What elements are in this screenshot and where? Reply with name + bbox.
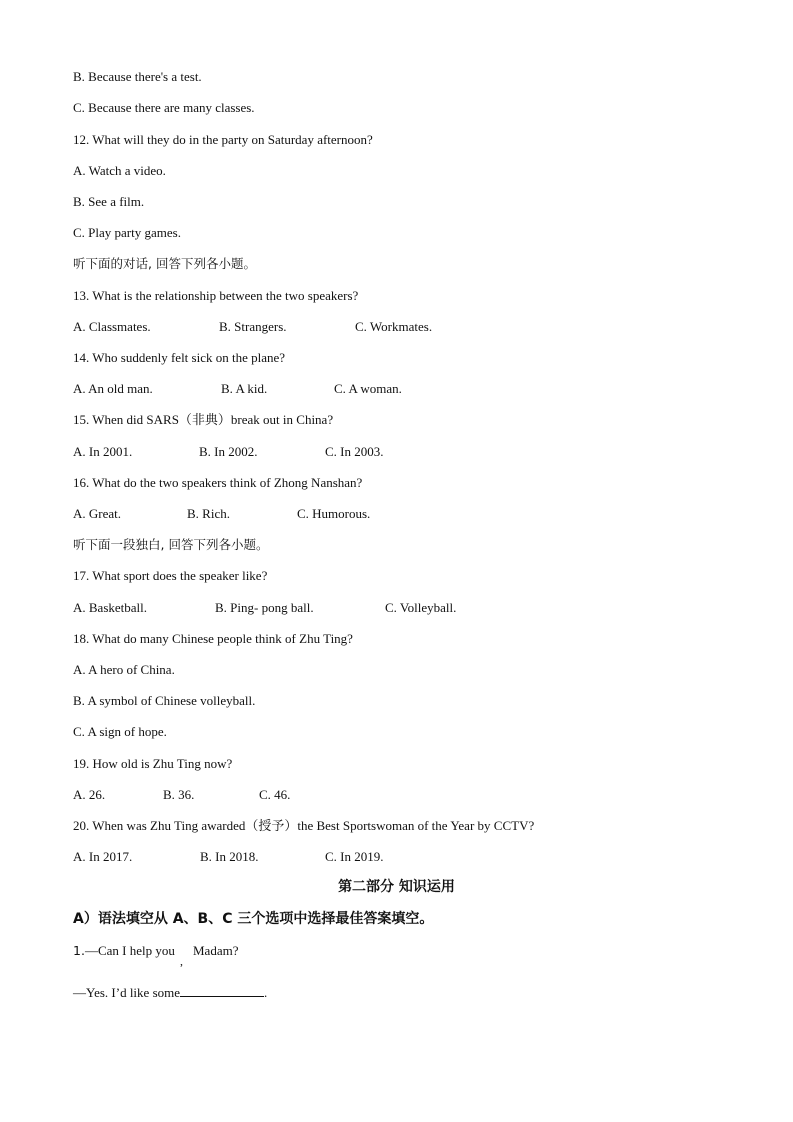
q18-option-b: B. A symbol of Chinese volleyball. xyxy=(73,693,256,708)
q15-option-a: A. In 2001. xyxy=(73,444,133,459)
q20-option-a: A. In 2017. xyxy=(73,849,133,864)
q16-option-b: B. Rich. xyxy=(187,506,230,521)
q12-option-a: A. Watch a video. xyxy=(73,163,166,178)
q16-option-c: C. Humorous. xyxy=(297,506,371,521)
grammar-q1-line1-after: Madam? xyxy=(193,943,239,958)
q20-option-c: C. In 2019. xyxy=(325,849,384,864)
q13-option-c: C. Workmates. xyxy=(355,319,433,334)
q17-option-b: B. Ping- pong ball. xyxy=(215,600,314,615)
q19-option-c: C. 46. xyxy=(259,787,291,802)
grammar-q1-line1 xyxy=(73,943,175,959)
monologue-instruction: 听下面一段独白, 回答下列各小题。 xyxy=(73,537,269,552)
grammar-q1-line2-text: —Yes. I’d like some xyxy=(73,985,181,1000)
dialogue-instruction: 听下面的对话, 回答下列各小题。 xyxy=(73,256,256,271)
grammar-q1-number: 1. xyxy=(73,943,85,958)
q20-question: 20. When was Zhu Ting awarded（授予）the Best Sportswoman of the Year by CCTV? xyxy=(73,818,535,833)
q16-option-a: A. Great. xyxy=(73,506,122,521)
q13-option-b: B. Strangers. xyxy=(219,319,287,334)
q19-question: 19. How old is Zhu Ting now? xyxy=(73,756,233,771)
grammar-q1-line2 xyxy=(73,984,267,1001)
q17-option-a: A. Basketball. xyxy=(73,600,148,615)
q20-option-b: B. In 2018. xyxy=(200,849,259,864)
q11-option-b: B. Because there's a test. xyxy=(73,69,202,84)
q19-option-b: B. 36. xyxy=(163,787,195,802)
q18-option-a: A. A hero of China. xyxy=(73,662,175,677)
q13-question: 13. What is the relationship between the two speakers? xyxy=(73,288,359,303)
q17-question: 17. What sport does the speaker like? xyxy=(73,568,268,583)
q16-question: 16. What do the two speakers think of Zhong Nanshan? xyxy=(73,475,363,490)
q15-option-c: C. In 2003. xyxy=(325,444,384,459)
q19-option-a: A. 26. xyxy=(73,787,106,802)
q12-option-c: C. Play party games. xyxy=(73,225,181,240)
q13-option-a: A. Classmates. xyxy=(73,319,151,334)
q14-option-a: A. An old man. xyxy=(73,381,153,396)
q15-question: 15. When did SARS（非典）break out in China? xyxy=(73,412,334,427)
grammar-q1-comma: , xyxy=(180,954,183,968)
section-a-title: A）语法填空从 A、B、C 三个选项中选择最佳答案填空。 xyxy=(73,911,434,927)
q18-option-c: C. A sign of hope. xyxy=(73,724,167,739)
part2-title: 第二部分 知识运用 xyxy=(338,879,455,895)
q14-option-b: B. A kid. xyxy=(221,381,268,396)
answer-blank xyxy=(180,984,264,997)
q14-option-c: C. A woman. xyxy=(334,381,402,396)
grammar-q1-line1-text: —Can I help you xyxy=(84,943,175,958)
grammar-q1-line2-end: . xyxy=(264,985,268,1000)
q12-option-b: B. See a film. xyxy=(73,194,145,209)
q17-option-c: C. Volleyball. xyxy=(385,600,457,615)
q18-question: 18. What do many Chinese people think of Zhu Ting? xyxy=(73,631,353,646)
q12-question: 12. What will they do in the party on Saturday afternoon? xyxy=(73,132,373,147)
q14-question: 14. Who suddenly felt sick on the plane? xyxy=(73,350,286,365)
q11-option-c: C. Because there are many classes. xyxy=(73,100,255,115)
q15-option-b: B. In 2002. xyxy=(199,444,258,459)
